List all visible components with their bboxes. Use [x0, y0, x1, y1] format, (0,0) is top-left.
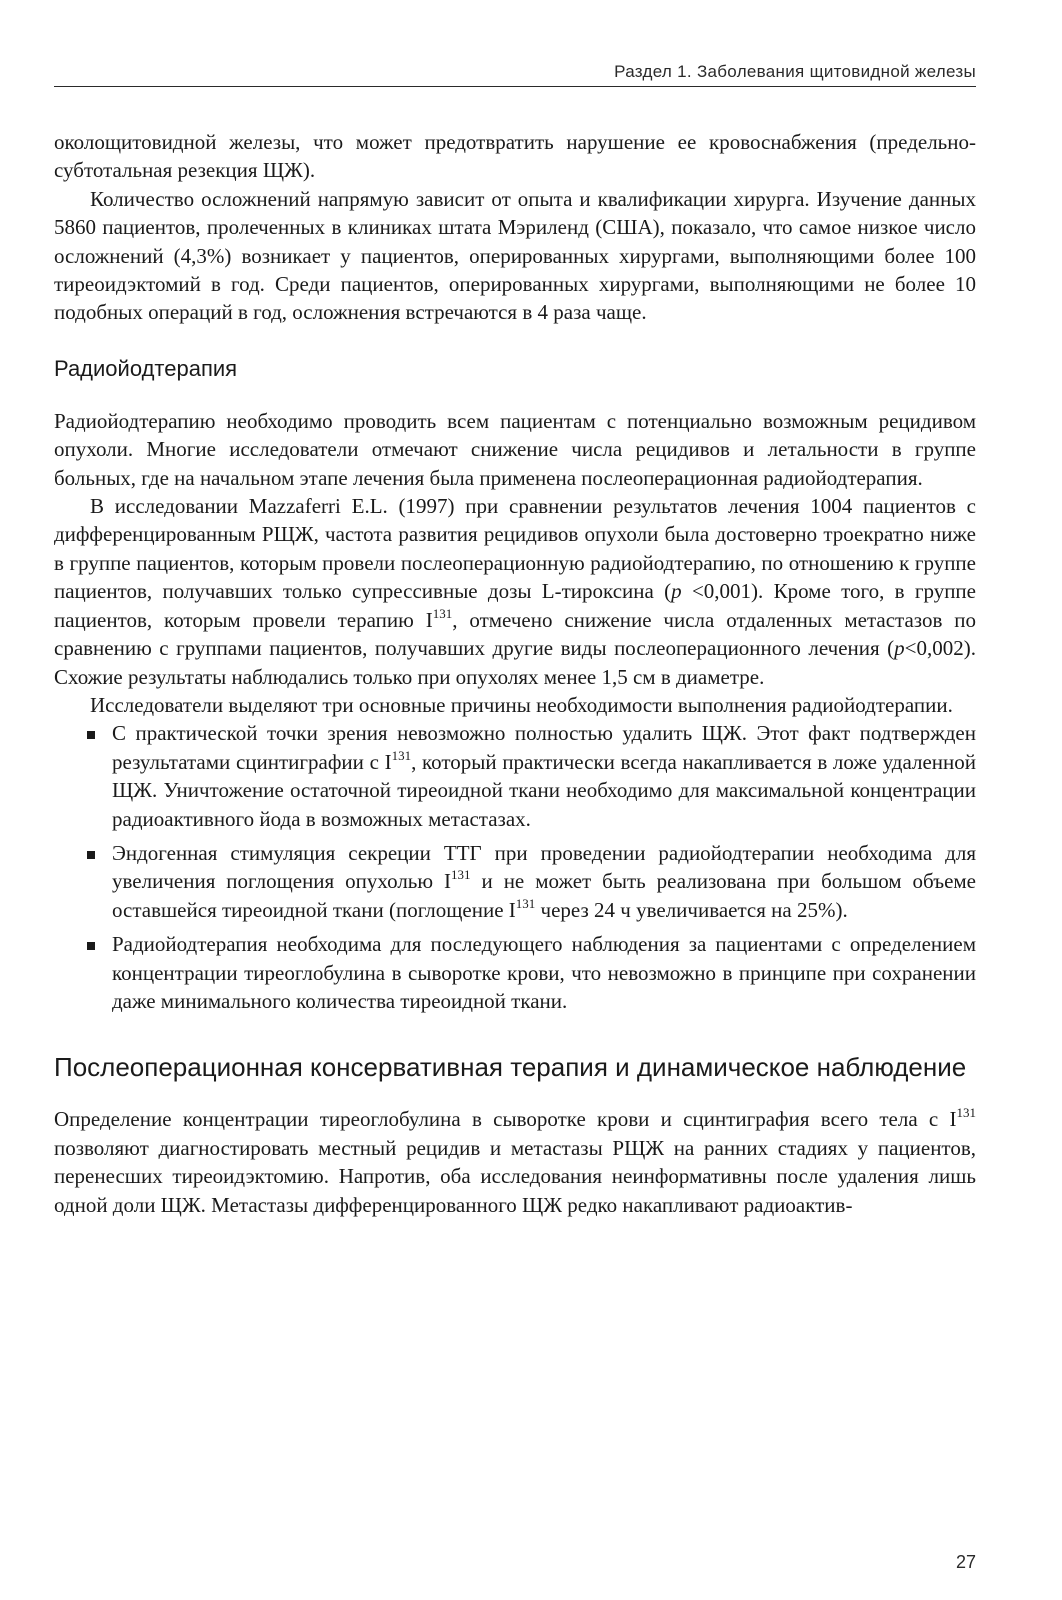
- paragraph-complications: Количество осложнений напрямую зависит от опыта и квалификации хирурга. Изучение данных 5860 пациентов, пролеченных в клиниках штата Мэриленд (США), показало, что самое низкое число осложнений (4,3%) возникает у пациентов, оперированных хирургами, выполняющими более 100 тиреоидэктомий в год. Среди пациентов, оперированных хирургами, выполняющими не более 10 подобных операций в год, осложнения встречаются в 4 раза чаще.: [54, 186, 976, 325]
- page-body: [54, 128, 976, 1219]
- paragraph-thyroglobulin: Определение концентрации тиреоглобулина в сыворотке крови и сцинтиграфия всего тела с $I^{131}$ позволяют диагностировать местный рецидив и метастазы РЩЖ на ранних стадиях у пациентов, перенесших тиреоидэктомию. Напротив, оба исследования неинформативны после удаления лишь одной доли ЩЖ. Метастазы дифференцированного ЩЖ редко накапливают радиоактив-: [54, 1105, 976, 1217]
- paragraph-three-reasons: Исследователи выделяют три основные причины необходимости выполнения радиойодтерапии.: [90, 692, 953, 717]
- list-item: Эндогенная стимуляция секреции ТТГ при проведении радиойодтерапии необходима для увеличения поглощения опухолью $I^{131}$ и не может быть реализована при большом объеме оставшейся тиреоидной ткани (поглощение $I^{131}$ через 24 ч увеличивается на 25%).: [54, 839, 976, 924]
- paragraph-continued: околощитовидной железы, что может предотвратить нарушение ее кровоснабжения (предельно-субтотальная резекция ЩЖ).: [54, 130, 976, 183]
- square-bullet-icon: [87, 731, 95, 739]
- heading-postoperative-therapy: Послеоперационная консервативная терапия и динамическое наблюдение: [54, 1052, 967, 1083]
- paragraph-radioiodine-intro: Радиойодтерапию необходимо проводить всем пациентам с потенциально возможным рецидивом опухоли. Многие исследователи отмечают снижение числа рецидивов и летальности в группе больных, где на начальном этапе лечения была применена послеоперационная радиойодтерапия.: [54, 408, 976, 490]
- reasons-list: [54, 719, 976, 1015]
- heading-radioiodine-therapy: Радиойодтерапия: [54, 355, 238, 381]
- paragraph-mazzaferri-study: В исследовании Mazzaferri E.L. (1997) при сравнении результатов лечения 1004 пациентов с дифференцированным РЩЖ, частота развития рецидивов опухоли была достоверно троекратно ниже в группе пациентов, которым провели послеоперационную радиойодтерапию, по отношению к группе пациентов, получавших только супрессивные дозы L-тироксина (p <0,001). Кроме того, в группе пациентов, которым провели терапию $I^{131}$, отмечено снижение числа отдаленных метастазов по сравнению с группами пациентов, получавших другие виды послеоперационного лечения (p<0,002). Схожие результаты наблюдались только при опухолях менее 1,5 см в диаметре.: [54, 494, 976, 689]
- list-item: С практической точки зрения невозможно полностью удалить ЩЖ. Этот факт подтвержден результатами сцинтиграфии с $I^{131}$, который практически всегда накапливается в ложе удаленной ЩЖ. Уничтожение остаточной тиреоидной ткани необходимо для максимальной концентрации радиоактивного йода в возможных метастазах.: [54, 719, 976, 833]
- page-number: 27: [955, 1552, 976, 1572]
- running-head: Раздел 1. Заболевания щитовидной железы: [614, 62, 976, 81]
- square-bullet-icon: [87, 942, 95, 950]
- square-bullet-icon: [87, 851, 95, 859]
- list-item: Радиойодтерапия необходима для последующего наблюдения за пациентами с определением концентрации тиреоглобулина в сыворотке крови, что невозможно в принципе при сохранении даже минимального количества тиреоидной ткани.: [54, 930, 976, 1015]
- header-rule: [54, 86, 976, 87]
